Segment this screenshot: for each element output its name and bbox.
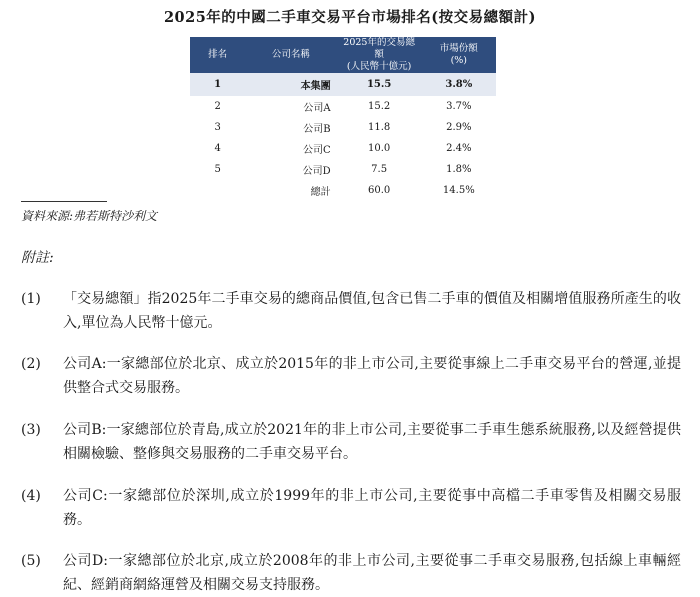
cell-gtv: 10.0 <box>367 143 391 154</box>
footnote-number: (3) <box>21 422 41 438</box>
cell-share: 1.8% <box>446 164 472 175</box>
footnote-item <box>21 287 681 335</box>
footnote-item <box>21 418 681 466</box>
header-line: (人民幣十億元) <box>346 61 412 72</box>
header-company: 公司名稱 <box>245 37 336 73</box>
cell-rank: 3 <box>214 122 221 133</box>
footnote-text: 公司C:一家總部位於深圳,成立於1999年的非上市公司,主要從事中高檔二手車零售及相關交易服務。 <box>63 488 681 528</box>
footnote-text: 公司A:一家總部位於北京、成立於2015年的非上市公司,主要從事線上二手車交易平台的營運,並提供整合式交易服務。 <box>63 356 681 396</box>
footnote-number: (5) <box>21 553 41 569</box>
footnote-text: 「交易總額」指2025年二手車交易的總商品價值,包含已售二手車的價值及相關增值服務所產生的收入,單位為人民幣十億元。 <box>63 291 681 331</box>
cell-rank: 5 <box>214 164 221 175</box>
footnote-number: (4) <box>21 488 41 504</box>
header-gtv <box>337 37 422 73</box>
cell-share: 2.4% <box>446 143 472 154</box>
table-header-row <box>190 37 496 73</box>
cell-rank <box>190 180 245 201</box>
cell-company: 公司D <box>302 166 331 177</box>
footnote-text: 公司D:一家總部位於北京,成立於2008年的非上市公司,主要從事二手車交易服務,包括線上車輛經紀、經銷商網絡運營及相關交易支持服務。 <box>63 553 681 593</box>
cell-share: 2.9% <box>446 122 472 133</box>
notes-heading: 附註: <box>21 250 54 266</box>
cell-company: 總計 <box>310 187 331 198</box>
cell-gtv: 60.0 <box>367 185 391 196</box>
footnote-item <box>21 549 681 597</box>
cell-gtv: 7.5 <box>371 164 388 175</box>
table-row <box>190 117 496 138</box>
table-row <box>190 138 496 159</box>
table-total-row <box>190 180 496 201</box>
header-line: (%) <box>450 55 468 66</box>
page-title: 2025年的中國二手車交易平台市場排名(按交易總額計) <box>163 9 537 26</box>
cell-share: 3.7% <box>446 101 472 112</box>
footnote-item <box>21 352 681 400</box>
cell-rank: 1 <box>190 73 245 96</box>
table-row <box>190 73 496 96</box>
source-note: 資料來源:弗若斯特沙利文 <box>21 209 158 223</box>
cell-company: 公司B <box>303 124 331 135</box>
cell-share: 3.8% <box>422 73 496 96</box>
header-rank: 排名 <box>190 37 245 73</box>
source-divider <box>21 201 107 202</box>
cell-rank: 2 <box>214 101 221 112</box>
footnote-number: (2) <box>21 356 41 372</box>
cell-gtv: 15.5 <box>337 73 422 96</box>
footnote-item <box>21 484 681 532</box>
header-share <box>422 37 496 73</box>
header-line: 市場份額 <box>439 43 478 54</box>
cell-share: 14.5% <box>442 185 475 196</box>
cell-company: 本集團 <box>245 73 336 96</box>
table-row <box>190 96 496 117</box>
ranking-table <box>190 37 496 201</box>
cell-rank: 4 <box>214 143 221 154</box>
footnote-text: 公司B:一家總部位於青島,成立於2021年的非上市公司,主要從事二手車生態系統服務,以及經營提供相關檢驗、整修與交易服務的二手車交易平台。 <box>63 422 681 462</box>
header-line: 2025年的交易總額 <box>343 37 415 60</box>
table-row <box>190 159 496 180</box>
cell-gtv: 11.8 <box>367 122 391 133</box>
footnote-number: (1) <box>21 291 41 307</box>
cell-company: 公司C <box>302 145 331 156</box>
cell-company: 公司A <box>303 103 331 114</box>
cell-gtv: 15.2 <box>367 101 391 112</box>
